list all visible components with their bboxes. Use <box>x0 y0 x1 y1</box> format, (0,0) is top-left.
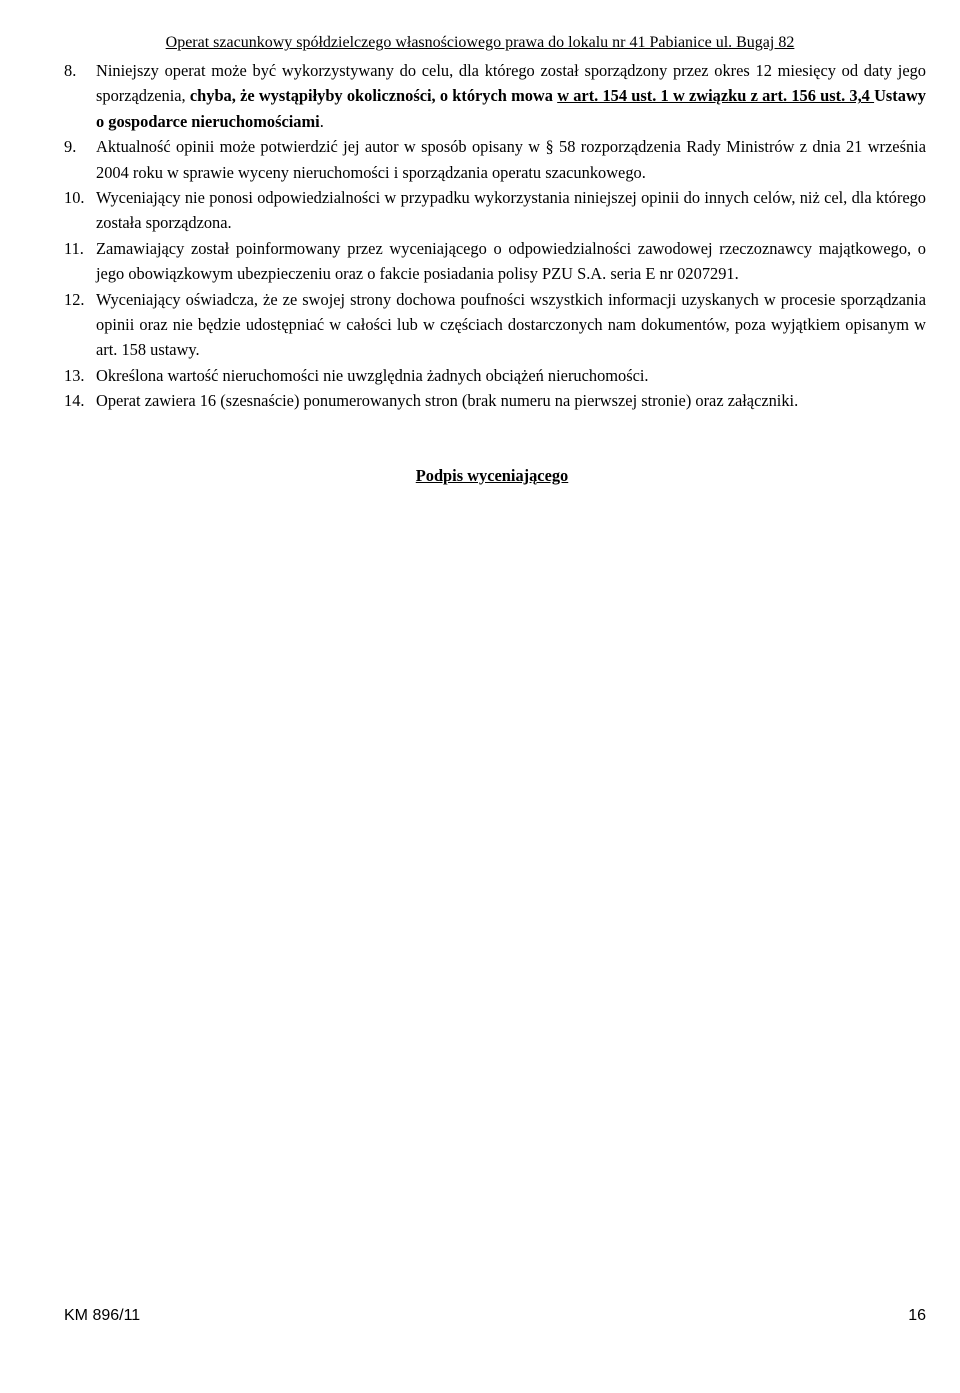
clause-12 <box>64 287 926 363</box>
clause-number: 9. <box>64 137 77 157</box>
footer-document-number: KM 896/11 <box>64 1307 141 1324</box>
clause-text: Operat zawiera 16 (szesnaście) ponumerowanych stron (brak numeru na pierwszej stronie) oraz załączniki. <box>96 391 799 411</box>
clause-number: 12. <box>64 289 85 309</box>
clause-text-bold-underline: w art. 154 ust. 1 w związku z art. 156 ust. 3,4 <box>557 86 875 106</box>
clause-text-bold: chyba, że wystąpiłyby okoliczności, o których mowa <box>189 86 558 106</box>
signature-label: Podpis wyceniającego <box>415 466 569 485</box>
clause-text-part: Aktualność opinii może potwierdzić jej autor w sposób opisany w <box>96 137 546 157</box>
clause-11 <box>64 236 926 287</box>
clause-text: Wyceniający oświadcza, że ze swojej strony dochowa poufności wszystkich informacji uzyskanych w procesie sporządzania opinii oraz nie będzie udostępniać w całości lub w częściach dostarczonych nam dokumentów, poza wyjątkiem opisanym w art. 158 ustawy. <box>96 289 926 360</box>
clauses-list <box>64 58 926 414</box>
clause-text-part: 58 rozporządzenia Rady Ministrów z dnia 21 września 2004 roku w sprawie wyceny nieruchomości i sporządzania operatu szacunkowego. <box>96 137 926 182</box>
clause-10 <box>64 185 926 236</box>
clause-9 <box>64 134 926 185</box>
clause-number: 10. <box>64 188 85 208</box>
clause-8 <box>64 58 926 134</box>
clause-text: Zamawiający został poinformowany przez wyceniającego o odpowiedzialności zawodowej rzeczoznawcy majątkowego, o jego obowiązkowym ubezpieczeniu oraz o fakcie posiadania polisy PZU S.A. seria E nr 0207291. <box>96 238 926 284</box>
clause-text: Określona wartość nieruchomości nie uwzględnia żadnych obciążeń nieruchomości. <box>96 365 649 385</box>
section-sign: § <box>545 137 554 157</box>
clause-text-end: . <box>319 111 324 131</box>
clause-14 <box>64 388 926 413</box>
clause-13 <box>64 363 926 388</box>
clause-text <box>96 61 926 131</box>
clause-text-part: Niniejszy operat może być wykorzystywany do celu, dla którego został sporządzony przez okres 12 miesięcy od daty jego sporządzenia, <box>96 61 926 106</box>
clause-text-bold-end: Ustawy o gospodarce nieruchomościami <box>96 86 926 131</box>
page-header-title: Operat szacunkowy spółdzielczego własnościowego prawa do lokalu nr 41 Pabianice ul. Bugaj 82 <box>165 34 795 51</box>
clause-number: 8. <box>64 61 77 80</box>
footer-page-number: 16 <box>908 1307 926 1324</box>
clause-number: 14. <box>64 391 85 411</box>
clause-text <box>96 137 926 181</box>
clause-number: 11. <box>64 238 84 258</box>
clause-number: 13. <box>64 365 85 385</box>
clause-text: Wyceniający nie ponosi odpowiedzialności w przypadku wykorzystania niniejszej opinii do innych celów, niż cel, dla którego została sporządzona. <box>96 188 926 233</box>
